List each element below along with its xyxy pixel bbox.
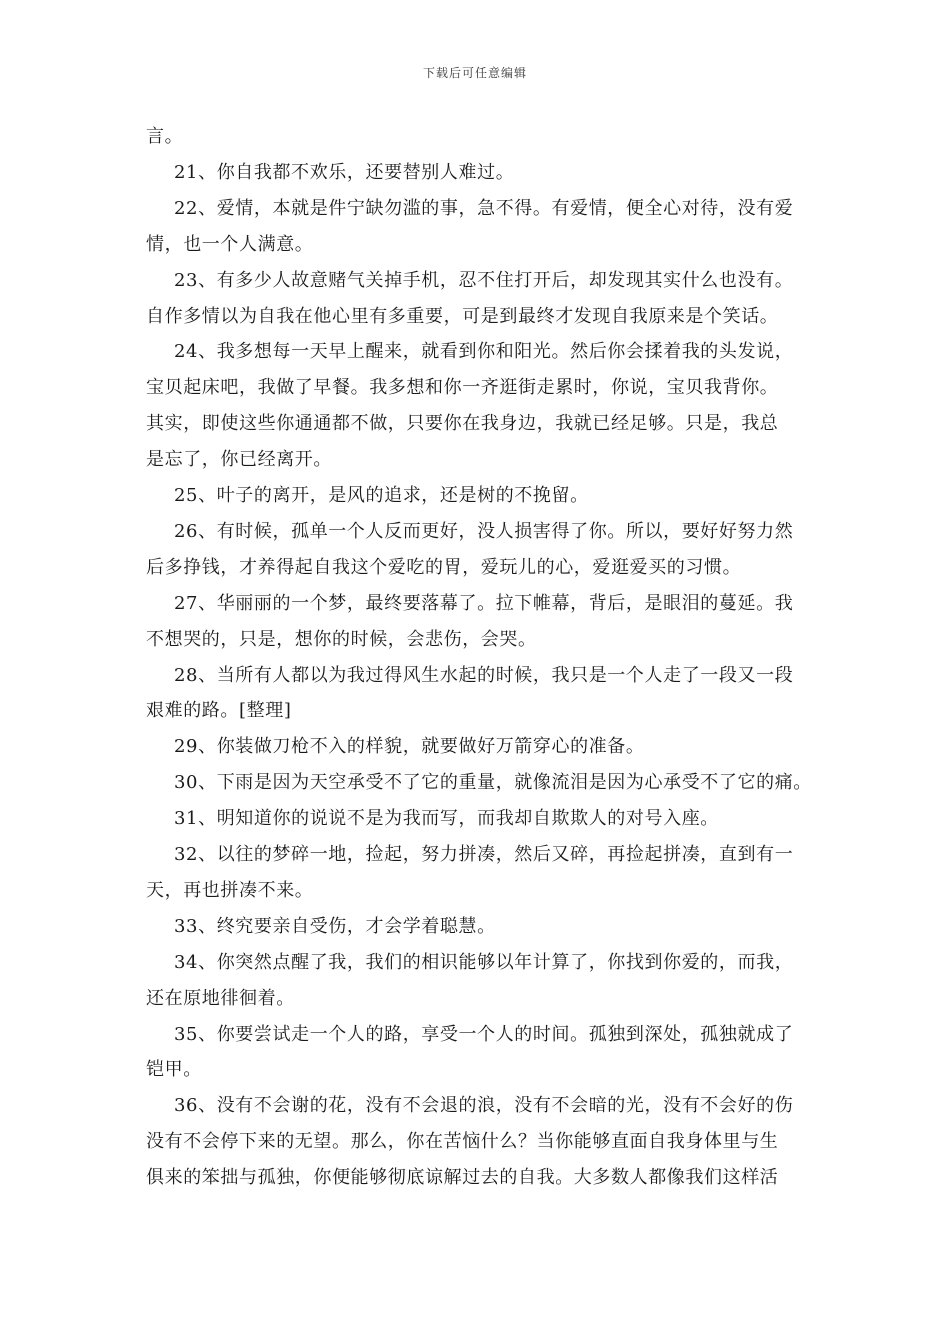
text-line: 34、你突然点醒了我，我们的相识能够以年计算了，你找到你爱的，而我， [174, 951, 794, 973]
text-line: 情，也一个人满意。 [146, 233, 314, 255]
text-line: 天，再也拼凑不来。 [146, 879, 314, 901]
text-line: 自作多情以为自我在他心里有多重要，可是到最终才发现自我原来是个笑话。 [146, 305, 779, 327]
text-line: 艰难的路。[整理] [146, 700, 292, 722]
text-line: 俱来的笨拙与孤独，你便能够彻底谅解过去的自我。大多数人都像我们这样活 [146, 1167, 779, 1189]
text-line: 其实，即使这些你通通都不做，只要你在我身边，我就已经足够。只是，我总 [146, 413, 779, 435]
text-line: 没有不会停下来的无望。那么，你在苦恼什么？当你能够直面自我身体里与生 [146, 1131, 779, 1153]
text-line: 35、你要尝试走一个人的路，享受一个人的时间。孤独到深处，孤独就成了 [174, 1023, 794, 1045]
text-line: 25、叶子的离开，是风的追求，还是树的不挽留。 [174, 485, 589, 506]
text-line: 36、没有不会谢的花，没有不会退的浪，没有不会暗的光，没有不会好的伤 [174, 1095, 794, 1117]
text-line: 29、你装做刀枪不入的样貌，就要做好万箭穿心的准备。 [174, 736, 645, 758]
text-line: 24、我多想每一天早上醒来，就看到你和阳光。然后你会揉着我的头发说， [174, 341, 794, 363]
text-line: 28、当所有人都以为我过得风生水起的时候，我只是一个人走了一段又一段 [174, 664, 794, 686]
page-header: 下载后可任意编辑 [422, 66, 527, 80]
text-line: 31、明知道你的说说不是为我而写，而我却自欺欺人的对号入座。 [174, 808, 719, 830]
text-line: 言。 [146, 126, 184, 147]
text-line: 后多挣钱，才养得起自我这个爱吃的胃，爱玩儿的心，爱逛爱买的习惯。 [146, 556, 742, 578]
text-line: 宝贝起床吧，我做了早餐。我多想和你一齐逛街走累时，你说，宝贝我背你。 [146, 377, 779, 399]
text-line: 26、有时候，孤单一个人反而更好，没人损害得了你。所以，要好好努力然 [174, 520, 794, 542]
text-line: 还在原地徘徊着。 [146, 987, 295, 1009]
text-line: 不想哭的，只是，想你的时候，会悲伤，会哭。 [146, 628, 537, 650]
text-line: 22、爱情，本就是件宁缺勿滥的事，急不得。有爱情，便全心对待，没有爱 [174, 197, 794, 219]
text-line: 33、终究要亲自受伤，才会学着聪慧。 [174, 915, 496, 937]
text-line: 32、以往的梦碎一地，捡起，努力拼凑，然后又碎，再捡起拼凑，直到有一 [174, 844, 794, 865]
text-line: 21、你自我都不欢乐，还要替别人难过。 [174, 161, 515, 183]
text-line: 23、有多少人故意赌气关掉手机，忍不住打开后，却发现其实什么也没有。 [174, 269, 794, 291]
text-line: 30、下雨是因为天空承受不了它的重量，就像流泪是因为心承受不了它的痛。 [174, 772, 812, 794]
text-line: 铠甲。 [146, 1059, 202, 1081]
text-line: 是忘了，你已经离开。 [146, 449, 332, 471]
text-line: 27、华丽丽的一个梦，最终要落幕了。拉下帷幕，背后，是眼泪的蔓延。我 [174, 592, 794, 614]
